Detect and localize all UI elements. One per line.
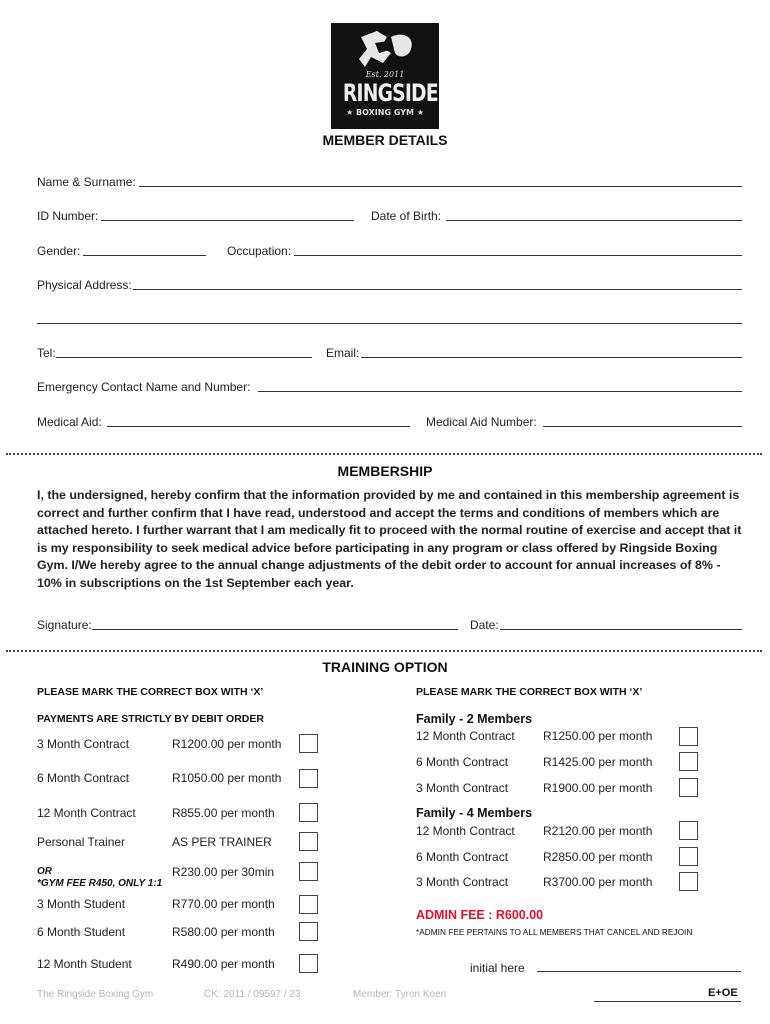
footer-gym-name: The Ringside Boxing Gym [37,989,154,1000]
option-name: 12 Month Contract [416,824,515,838]
emergency-contact-field[interactable] [258,391,742,392]
initial-here-field[interactable] [537,971,741,972]
email-field[interactable] [361,357,742,358]
option-name: 6 Month Contract [416,755,509,769]
gender-label: Gender: [37,244,81,258]
medical-aid-label: Medical Aid: [37,415,102,429]
footer-ck-number: CK: 2011 / 09597 / 23 [204,989,301,1000]
name-surname-label: Name & Surname: [37,175,136,189]
logo-est: Est. 2011 [365,70,405,79]
option-checkbox[interactable] [299,803,318,822]
option-name: 3 Month Contract [37,737,130,751]
option-price: R1200.00 per month [172,737,282,751]
id-number-field[interactable] [101,220,354,221]
option-checkbox[interactable] [299,832,318,851]
option-price: R1050.00 per month [172,771,282,785]
option-checkbox[interactable] [679,778,698,797]
option-name: Personal Trainer [37,835,126,849]
option-name: 6 Month Contract [37,771,130,785]
option-name: 12 Month Contract [37,806,136,820]
physical-address-field[interactable] [133,289,742,290]
family-2-title: Family - 2 Members [416,712,533,726]
signature-label: Signature: [37,618,92,632]
membership-paragraph: I, the undersigned, hereby confirm that the information provided by me and contained in this membership agreement is correct and further confirm that I have read, understood and accept the terms and conditions of members which are attached hereto. I further warrant that I am medically fit to proceed with the normal routine of exercise and accept that it is my responsibility to seek medical advice before participating in any program or class offered by Ringside Boxing Gym. I/We hereby agree to the annual change adjustments of the debit order to account for annual increases of 8% - 10% in subscriptions on the 1st September each year. [37,488,742,590]
option-name: 6 Month Student [37,925,126,939]
name-surname-field[interactable] [139,186,742,187]
option-checkbox[interactable] [679,727,698,746]
option-checkbox[interactable] [299,734,318,753]
option-price: R2850.00 per month [543,850,653,864]
date-field[interactable] [500,629,742,630]
or-note: OR [37,866,52,877]
date-of-birth-field[interactable] [446,220,742,221]
physical-address-field-line2[interactable] [37,323,742,324]
gym-fee-note: *GYM FEE R450, ONLY 1:1 [37,878,163,889]
mark-box-instruction-right: PLEASE MARK THE CORRECT BOX WITH ‘X’ [416,686,643,698]
mark-box-instruction-left: PLEASE MARK THE CORRECT BOX WITH ‘X’ [37,686,264,698]
payments-note: PAYMENTS ARE STRICTLY BY DEBIT ORDER [37,713,264,725]
option-price: R3700.00 per month [543,875,653,889]
option-checkbox[interactable] [679,872,698,891]
option-price: R230.00 per 30min [172,865,275,879]
footer-member: Member: Tyron Koen [353,989,447,1000]
option-price: R855.00 per month [172,806,275,820]
signature-field[interactable] [92,629,458,630]
training-option-title: TRAINING OPTION [322,659,448,675]
family-4-title: Family - 4 Members [416,806,533,820]
option-price: R770.00 per month [172,897,275,911]
section-divider [6,650,762,652]
option-checkbox[interactable] [299,954,318,973]
medical-aid-number-field[interactable] [543,426,742,427]
footer-underline [594,1001,741,1002]
emergency-contact-label: Emergency Contact Name and Number: [37,380,251,394]
email-label: Email: [326,346,360,360]
option-checkbox[interactable] [299,862,318,881]
section-divider [6,453,762,455]
option-price: R1250.00 per month [543,729,653,743]
option-price: R1425.00 per month [543,755,653,769]
option-price: R580.00 per month [172,925,275,939]
option-name: 6 Month Contract [416,850,509,864]
logo-sub: ★ BOXING GYM ★ [346,108,424,117]
member-details-title: MEMBER DETAILS [322,132,448,148]
option-name: 3 Month Contract [416,781,509,795]
gender-field[interactable] [83,255,206,256]
option-name: 12 Month Contract [416,729,515,743]
option-checkbox[interactable] [299,895,318,914]
option-checkbox[interactable] [679,821,698,840]
physical-address-label: Physical Address: [37,278,132,292]
ringside-logo [331,23,439,129]
tel-field[interactable] [56,357,312,358]
initial-here-label: initial here [470,961,525,975]
option-name: 3 Month Contract [416,875,509,889]
option-name: 3 Month Student [37,897,126,911]
option-price: R2120.00 per month [543,824,653,838]
tel-label: Tel: [37,346,56,360]
medical-aid-field[interactable] [107,426,410,427]
admin-fee: ADMIN FEE : R600.00 [416,908,544,922]
option-checkbox[interactable] [679,752,698,771]
option-price: R490.00 per month [172,957,275,971]
medical-aid-number-label: Medical Aid Number: [426,415,537,429]
option-checkbox[interactable] [299,769,318,788]
id-number-label: ID Number: [37,209,99,223]
occupation-label: Occupation: [227,244,292,258]
option-price: R1900.00 per month [543,781,653,795]
option-checkbox[interactable] [299,922,318,941]
option-price: AS PER TRAINER [172,835,272,849]
admin-fee-note: *ADMIN FEE PERTAINS TO ALL MEMBERS THAT CANCEL AND REJOIN [416,927,693,937]
footer-code: E+OE [708,987,738,999]
occupation-field[interactable] [294,255,742,256]
option-name: 12 Month Student [37,957,132,971]
date-of-birth-label: Date of Birth: [371,209,442,223]
membership-title: MEMBERSHIP [337,463,433,479]
date-label: Date: [470,618,499,632]
logo-name: RINGSIDE [342,79,438,107]
option-checkbox[interactable] [679,847,698,866]
